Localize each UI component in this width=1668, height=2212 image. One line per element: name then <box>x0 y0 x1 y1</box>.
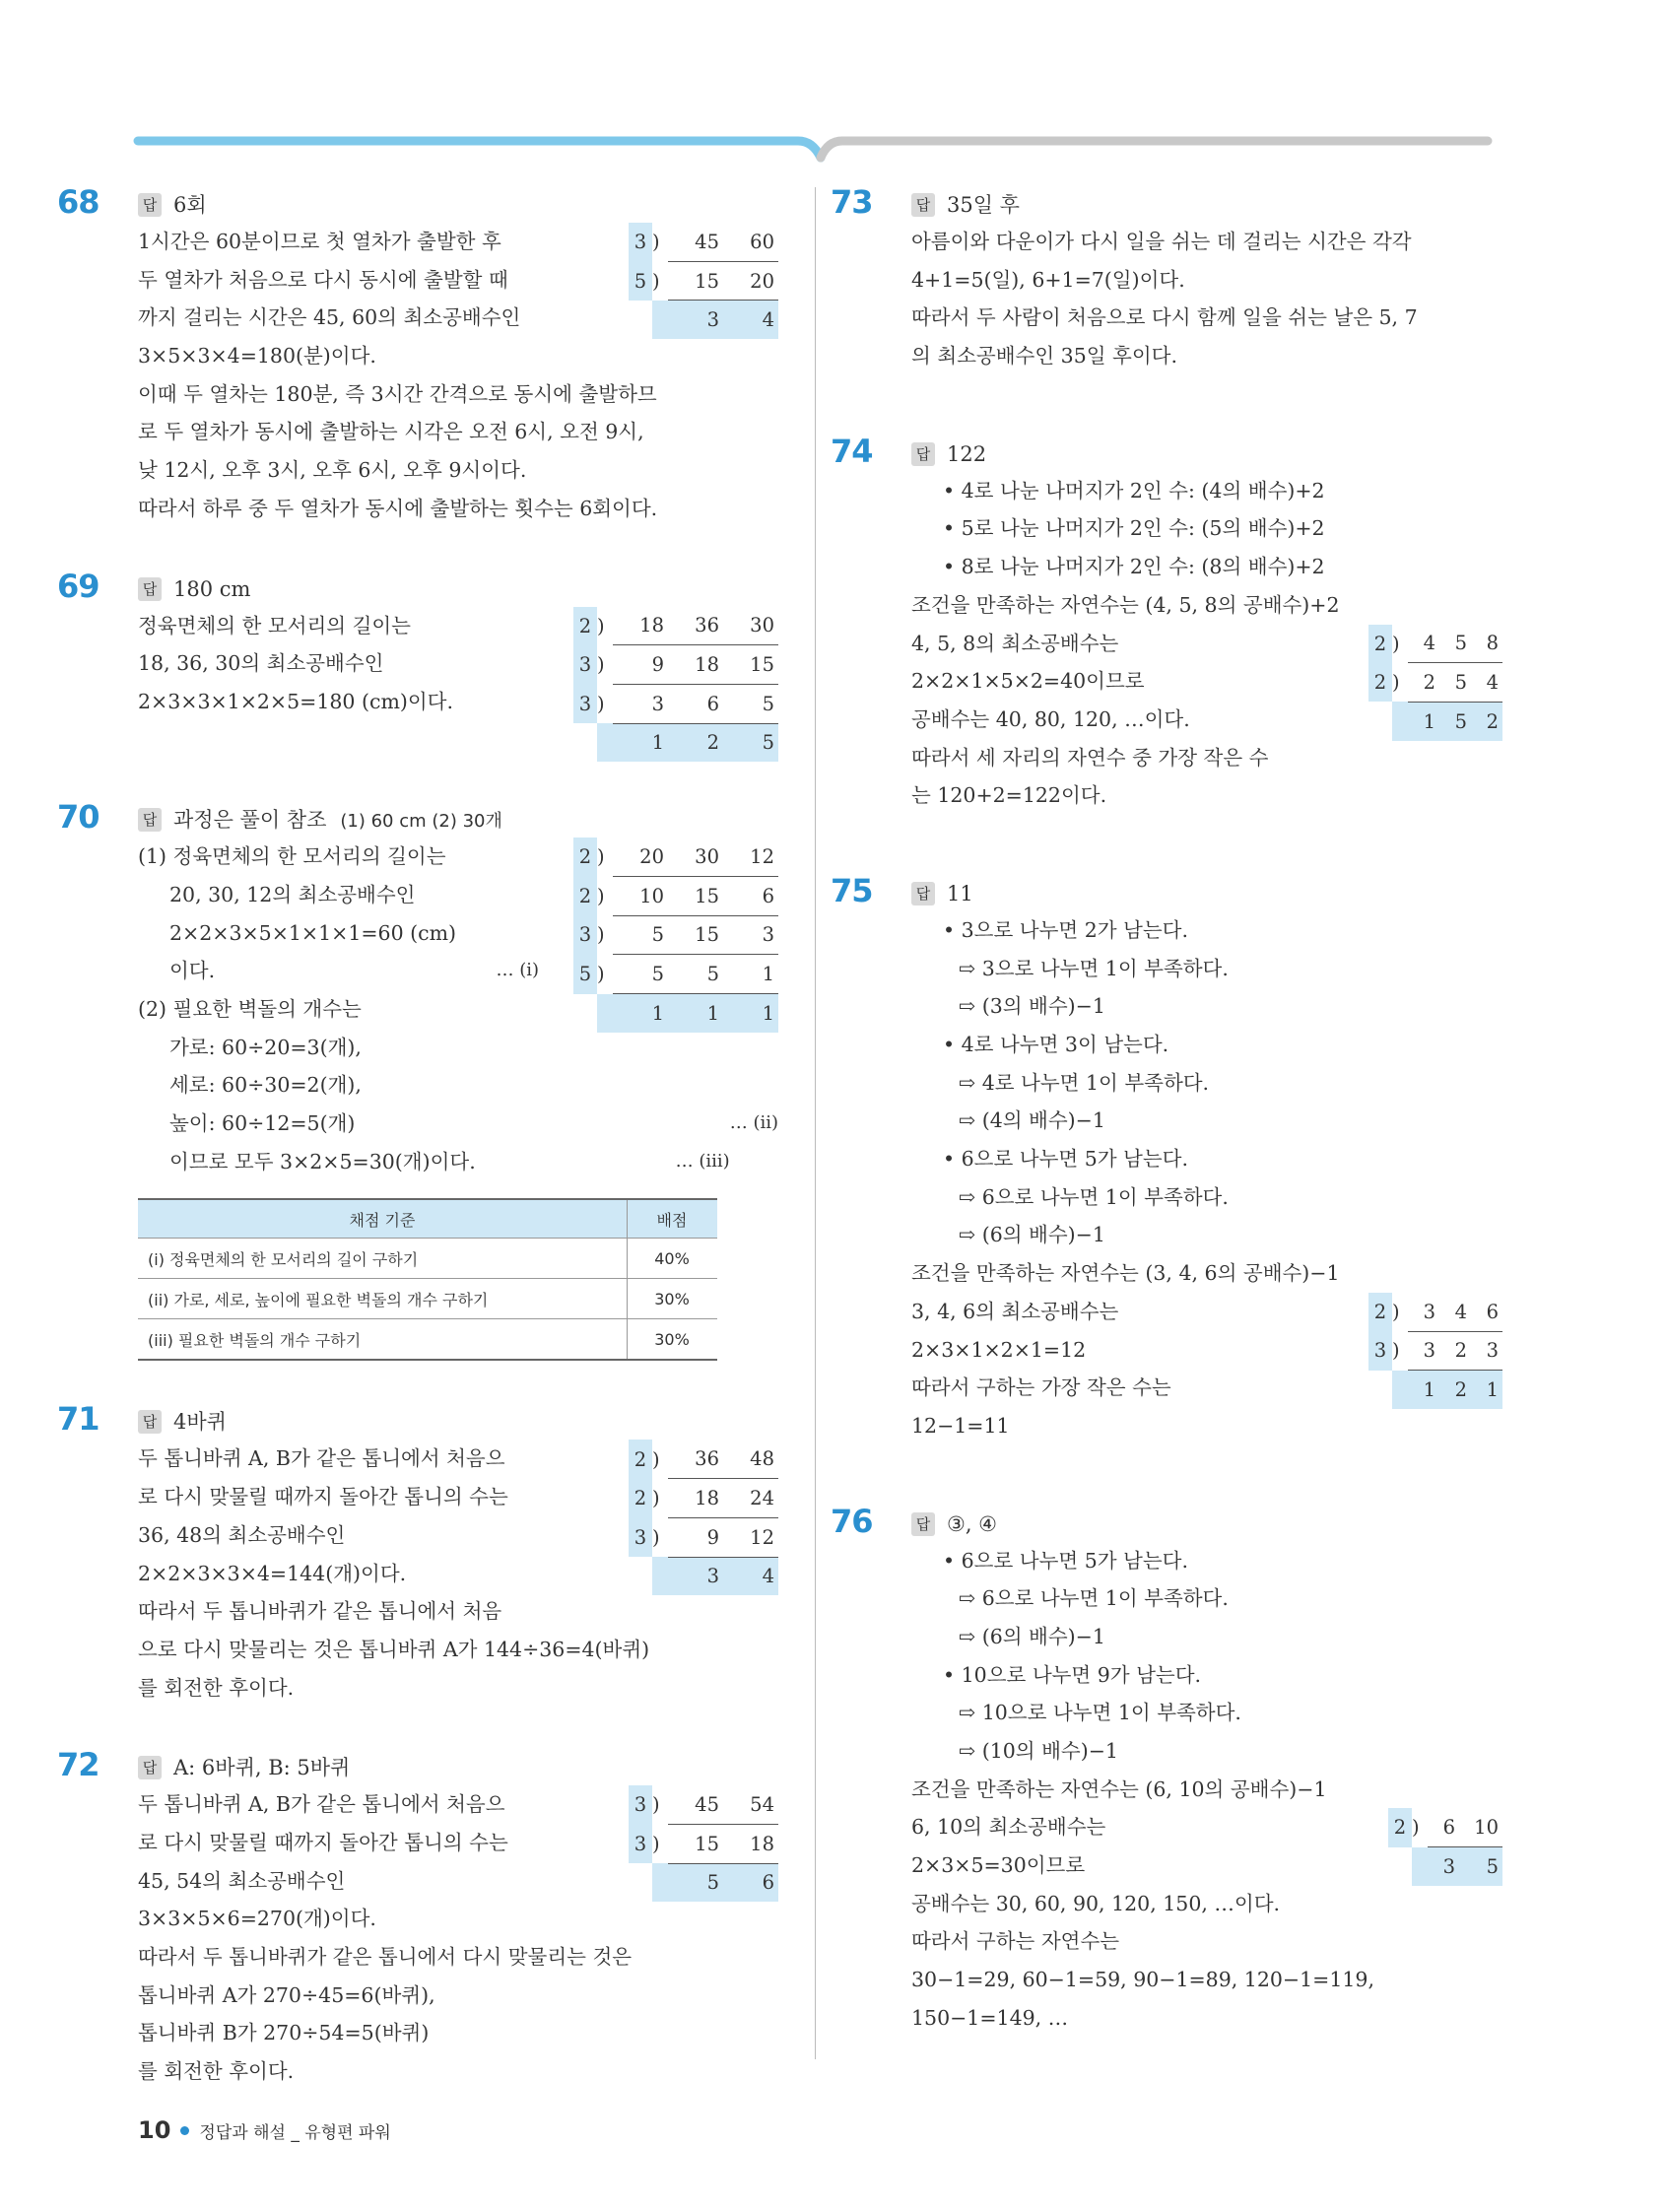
divisor: 2 <box>573 607 597 645</box>
ladder-value: 45 <box>668 1785 723 1824</box>
solution-line: 톱니바퀴 B가 270÷54=5(바퀴) <box>138 2021 430 2045</box>
implication-line: ⇨ 3으로 나누면 1이 부족하다. <box>959 956 1229 980</box>
answer-sub: (1) 60 cm (2) 30개 <box>340 811 502 833</box>
solution-line: 로 다시 맞물릴 때까지 돌아간 톱니의 수는 <box>138 1830 508 1854</box>
ladder-value: 20 <box>723 261 778 301</box>
answer-value: 4바퀴 <box>173 1410 227 1435</box>
implication-line: ⇨ 10으로 나누면 1이 부족하다. <box>959 1701 1241 1725</box>
implication-line: ⇨ (10의 배수)−1 <box>959 1739 1118 1763</box>
table-row <box>138 1319 717 1361</box>
ladder-value: 10 <box>613 876 668 915</box>
ladder-quotient: 5 <box>723 723 778 762</box>
problem-70 <box>57 798 778 1361</box>
problem-number: 68 <box>57 183 100 221</box>
answer-value: 35일 후 <box>947 193 1020 217</box>
ladder-value: 6 <box>723 876 778 915</box>
header-decoration <box>0 0 1668 168</box>
step-mark: … (iii) <box>675 1150 730 1172</box>
answer-tag: 답 <box>911 442 935 466</box>
ladder-value: 1 <box>723 955 778 994</box>
ladder-quotient: 3 <box>668 301 723 339</box>
problem-72 <box>57 1746 778 2091</box>
answer-value: 180 cm <box>173 576 251 601</box>
ladder-value: 18 <box>668 645 723 685</box>
condition-item: • 6으로 나누면 5가 남는다. <box>943 1548 1188 1573</box>
solution-line: 6, 10의 최소공배수는 <box>911 1815 1106 1840</box>
left-column <box>57 183 778 2134</box>
divisor: 3 <box>629 1517 652 1557</box>
solution-line: 조건을 만족하는 자연수는 (6, 10의 공배수)−1 <box>911 1776 1327 1801</box>
solution-line: 이다. <box>169 959 216 983</box>
problem-number: 72 <box>57 1746 100 1784</box>
implication-line: ⇨ 4로 나누면 1이 부족하다. <box>959 1070 1210 1095</box>
ladder-division: 2 ) 4 5 8 2 ) 2 5 4 1 5 2 <box>1368 625 1502 741</box>
footer-text: 정답과 해설 _ 유형편 파워 <box>199 2123 391 2143</box>
answer-tag: 답 <box>138 1410 162 1434</box>
problem-76 <box>831 1502 1502 2038</box>
ladder-quotient: 1 <box>1408 1371 1439 1409</box>
solution-line: 1시간은 60분이므로 첫 열차가 출발한 후 <box>138 230 501 253</box>
answer-line <box>911 876 1502 911</box>
divisor: 2 <box>573 838 597 876</box>
solution-line: 4+1=5(일), 6+1=7(일)이다. <box>911 267 1185 292</box>
ladder-value: 4 <box>1471 663 1502 703</box>
ladder-division: 2 ) 6 10 3 5 <box>1388 1808 1502 1885</box>
problem-number: 71 <box>57 1400 100 1439</box>
solution-line: 3, 4, 6의 최소공배수는 <box>911 1299 1119 1323</box>
ladder-value: 10 <box>1459 1808 1502 1846</box>
answer-tag: 답 <box>138 808 162 832</box>
ladder-value: 5 <box>613 955 668 994</box>
table-cell: (iii) 필요한 벽돌의 개수 구하기 <box>138 1319 628 1361</box>
ladder-value: 5 <box>723 684 778 723</box>
problem-number: 76 <box>831 1502 873 1540</box>
solution-line: 정육면체의 한 모서리의 길이는 <box>138 613 411 637</box>
answer-tag: 답 <box>911 882 935 905</box>
divisor: 3 <box>573 645 597 685</box>
ladder-value: 5 <box>613 915 668 955</box>
ladder-quotient: 6 <box>723 1863 778 1902</box>
solution-line: 공배수는 30, 60, 90, 120, 150, …이다. <box>911 1891 1281 1915</box>
implication-line: ⇨ (6의 배수)−1 <box>959 1223 1105 1247</box>
solution-line: 로 두 열차가 동시에 출발하는 시각은 오전 6시, 오전 9시, <box>138 420 644 444</box>
ladder-value: 48 <box>723 1440 778 1478</box>
divisor: 3 <box>573 684 597 723</box>
table-cell: (ii) 가로, 세로, 높이에 필요한 벽돌의 개수 구하기 <box>138 1279 628 1319</box>
solution-line: 2×3×3×1×2×5=180 (cm)이다. <box>138 689 453 713</box>
ladder-value: 36 <box>668 607 723 645</box>
answer-value: 과정은 풀이 참조 <box>173 808 327 833</box>
table-cell: (i) 정육면체의 한 모서리의 길이 구하기 <box>138 1239 628 1279</box>
ladder-value: 2 <box>1408 663 1439 703</box>
solution-line: 따라서 두 톱니바퀴가 같은 톱니에서 다시 맞물리는 것은 <box>138 1945 633 1969</box>
ladder-value: 4 <box>1439 1293 1471 1331</box>
ladder-value: 6 <box>1471 1293 1502 1331</box>
ladder-value: 60 <box>723 223 778 261</box>
problem-73 <box>831 183 1502 375</box>
page-footer <box>138 2116 391 2144</box>
answer-value: ③, ④ <box>947 1511 998 1536</box>
solution-line: 낮 12시, 오후 3시, 오후 6시, 오후 9시이다. <box>138 458 527 483</box>
ladder-value: 6 <box>668 684 723 723</box>
ladder-value: 9 <box>613 645 668 685</box>
ladder-quotient: 3 <box>668 1557 723 1595</box>
solution-line: 30−1=29, 60−1=59, 90−1=89, 120−1=119, <box>911 1968 1374 1992</box>
ladder-value: 54 <box>723 1785 778 1824</box>
ladder-quotient: 1 <box>613 723 668 762</box>
solution-line: (2) 필요한 벽돌의 개수는 <box>138 997 362 1021</box>
solution-line: 3×3×5×6=270(개)이다. <box>138 1907 376 1931</box>
answer-line <box>138 571 778 607</box>
answer-value: 11 <box>947 881 973 905</box>
table-cell: 30% <box>628 1279 718 1319</box>
implication-line: ⇨ (4의 배수)−1 <box>959 1108 1105 1133</box>
divisor: 3 <box>573 915 597 955</box>
answer-line <box>138 802 778 838</box>
answer-value: A: 6바퀴, B: 5바퀴 <box>173 1756 351 1780</box>
ladder-division: 2 ) 20 30 12 2 ) 10 15 6 3 ) 5 15 3 5 ) 5 5 1 1 1 1 <box>573 838 778 1032</box>
ladder-quotient: 4 <box>723 301 778 339</box>
ladder-value: 12 <box>723 1517 778 1557</box>
solution-line: 아름이와 다운이가 다시 일을 쉬는 데 걸리는 시간은 각각 <box>911 230 1412 253</box>
solution-line: 따라서 두 사람이 처음으로 다시 함께 일을 쉬는 날은 5, 7 <box>911 305 1418 330</box>
ladder-quotient: 2 <box>668 723 723 762</box>
solution-line: 세로: 60÷30=2(개), <box>169 1073 362 1098</box>
table-cell: 30% <box>628 1319 718 1361</box>
divisor: 5 <box>573 955 597 994</box>
right-column <box>831 183 1502 2081</box>
solution-line: 2×2×3×5×1×1×1=60 (cm) <box>169 920 457 945</box>
implication-line: ⇨ 6으로 나누면 1이 부족하다. <box>959 1184 1229 1209</box>
answer-tag: 답 <box>138 577 162 601</box>
ladder-quotient: 5 <box>668 1863 723 1902</box>
ladder-quotient: 5 <box>1459 1847 1502 1886</box>
solution-line: 톱니바퀴 A가 270÷45=6(바퀴), <box>138 1982 435 2007</box>
ladder-value: 8 <box>1471 625 1502 663</box>
solution-line: 45, 54의 최소공배수인 <box>138 1868 346 1893</box>
solution-line: 가로: 60÷20=3(개), <box>169 1035 362 1059</box>
solution-line: 2×3×1×2×1=12 <box>911 1337 1087 1362</box>
ladder-division: 2 ) 3 4 6 3 ) 3 2 3 1 2 1 <box>1368 1293 1502 1409</box>
table-header: 배점 <box>628 1199 718 1239</box>
divisor: 2 <box>629 1479 652 1518</box>
solution-line: 이므로 모두 3×2×5=30(개)이다. <box>169 1149 476 1173</box>
answer-line <box>911 436 1502 472</box>
solution-line: 를 회전한 후이다. <box>138 1675 295 1700</box>
answer-value: 122 <box>947 441 987 466</box>
solution-line: 18, 36, 30의 최소공배수인 <box>138 651 384 676</box>
answer-line <box>911 187 1502 223</box>
ladder-quotient: 5 <box>1439 702 1471 740</box>
ladder-value: 18 <box>668 1479 723 1518</box>
divisor: 3 <box>629 223 652 261</box>
ladder-value: 3 <box>1471 1331 1502 1371</box>
ladder-value: 9 <box>668 1517 723 1557</box>
divisor: 5 <box>629 261 652 301</box>
condition-item: • 4로 나누면 3이 남는다. <box>943 1033 1169 1056</box>
ladder-quotient: 2 <box>1439 1371 1471 1409</box>
ladder-value: 15 <box>723 645 778 685</box>
ladder-value: 3 <box>613 684 668 723</box>
ladder-value: 3 <box>723 915 778 955</box>
table-row <box>138 1239 717 1279</box>
ladder-value: 5 <box>1439 625 1471 663</box>
divisor: 3 <box>629 1785 652 1824</box>
problem-number: 75 <box>831 871 873 909</box>
answer-tag: 답 <box>911 193 935 217</box>
ladder-division: 3 ) 45 60 5 ) 15 20 3 4 <box>629 223 778 339</box>
implication-line: ⇨ (3의 배수)−1 <box>959 994 1105 1019</box>
ladder-value: 5 <box>1439 663 1471 703</box>
bullet-dot-icon <box>180 2126 189 2135</box>
solution-line: 두 열차가 처음으로 다시 동시에 출발할 때 <box>138 267 508 292</box>
ladder-value: 18 <box>723 1824 778 1863</box>
condition-item: • 10으로 나누면 9가 남는다. <box>943 1662 1202 1687</box>
solution-line: 높이: 60÷12=5(개) <box>169 1111 356 1136</box>
table-cell: 40% <box>628 1239 718 1279</box>
condition-item: • 8로 나눈 나머지가 2인 수: (8의 배수)+2 <box>943 555 1325 579</box>
column-divider <box>815 187 816 2059</box>
solution-line: 는 120+2=122이다. <box>911 783 1107 808</box>
solution-line: 150−1=149, … <box>911 2005 1069 2030</box>
problem-74 <box>831 432 1502 815</box>
answer-tag: 답 <box>138 1756 162 1779</box>
answer-line <box>138 1404 778 1440</box>
solution-line: 따라서 세 자리의 자연수 중 가장 작은 수 <box>911 745 1269 770</box>
ladder-value: 18 <box>613 607 668 645</box>
solution-line: 따라서 하루 중 두 열차가 동시에 출발하는 횟수는 6회이다. <box>138 496 658 520</box>
solution-line: 조건을 만족하는 자연수는 (3, 4, 6의 공배수)−1 <box>911 1261 1340 1286</box>
solution-line: 의 최소공배수인 35일 후이다. <box>911 344 1177 369</box>
solution-line: 2×2×3×3×4=144(개)이다. <box>138 1561 407 1585</box>
table-row <box>138 1279 717 1319</box>
divisor: 2 <box>1368 663 1392 703</box>
ladder-value: 3 <box>1408 1293 1439 1331</box>
solution-line: 2×2×1×5×2=40이므로 <box>911 669 1145 694</box>
divisor: 2 <box>1368 1293 1392 1331</box>
table-header: 채점 기준 <box>138 1199 628 1239</box>
solution-line: 까지 걸리는 시간은 45, 60의 최소공배수인 <box>138 305 521 330</box>
solution-line: 두 톱니바퀴 A, B가 같은 톱니에서 처음으 <box>138 1792 505 1817</box>
ladder-division: 2 ) 36 48 2 ) 18 24 3 ) 9 12 3 4 <box>629 1440 778 1595</box>
implication-line: ⇨ 6으로 나누면 1이 부족하다. <box>959 1586 1229 1611</box>
ladder-value: 12 <box>723 838 778 876</box>
solution-line: 이때 두 열차는 180분, 즉 3시간 간격으로 동시에 출발하므 <box>138 381 657 406</box>
ladder-value: 30 <box>723 607 778 645</box>
ladder-division: 2 ) 18 36 30 3 ) 9 18 15 3 ) 3 6 5 1 2 5 <box>573 607 778 763</box>
problem-75 <box>831 871 1502 1445</box>
divisor: 3 <box>629 1824 652 1863</box>
scoring-table <box>138 1198 717 1361</box>
ladder-value: 15 <box>668 915 723 955</box>
ladder-quotient: 3 <box>1428 1847 1459 1886</box>
solution-line: 2×3×5=30이므로 <box>911 1853 1086 1878</box>
solution-line: (1) 정육면체의 한 모서리의 길이는 <box>138 844 446 869</box>
step-mark: … (i) <box>496 960 539 981</box>
ladder-value: 20 <box>613 838 668 876</box>
ladder-quotient: 1 <box>1471 1371 1502 1409</box>
ladder-quotient: 1 <box>613 994 668 1033</box>
problem-69 <box>57 567 778 760</box>
ladder-value: 3 <box>1408 1331 1439 1371</box>
ladder-value: 6 <box>1428 1808 1459 1846</box>
ladder-value: 24 <box>723 1479 778 1518</box>
answer-line <box>138 1750 778 1785</box>
ladder-quotient: 4 <box>723 1557 778 1595</box>
problem-68 <box>57 183 778 528</box>
ladder-value: 15 <box>668 261 723 301</box>
step-mark: … (ii) <box>729 1112 778 1134</box>
solution-line: 로 다시 맞물릴 때까지 돌아간 톱니의 수는 <box>138 1485 508 1509</box>
divisor: 3 <box>1368 1331 1392 1371</box>
ladder-quotient: 1 <box>1408 702 1439 740</box>
solution-line: 조건을 만족하는 자연수는 (4, 5, 8의 공배수)+2 <box>911 592 1340 617</box>
ladder-quotient: 2 <box>1471 702 1502 740</box>
ladder-value: 45 <box>668 223 723 261</box>
divisor: 2 <box>1388 1808 1412 1846</box>
solution-line: 따라서 두 톱니바퀴가 같은 톱니에서 처음 <box>138 1599 502 1624</box>
condition-item: • 6으로 나누면 5가 남는다. <box>943 1147 1188 1172</box>
answer-tag: 답 <box>138 193 162 217</box>
answer-tag: 답 <box>911 1512 935 1536</box>
divisor: 2 <box>1368 625 1392 663</box>
answer-value: 6회 <box>173 193 207 217</box>
solution-line: 를 회전한 후이다. <box>138 2059 295 2084</box>
condition-item: • 3으로 나누면 2가 남는다. <box>943 917 1188 942</box>
ladder-value: 15 <box>668 1824 723 1863</box>
problem-number: 69 <box>57 567 100 605</box>
solution-line: 따라서 구하는 가장 작은 수는 <box>911 1375 1171 1400</box>
ladder-value: 2 <box>1439 1331 1471 1371</box>
solution-line: 12−1=11 <box>911 1413 1010 1438</box>
page-number: 10 <box>138 2116 171 2144</box>
ladder-value: 36 <box>668 1440 723 1478</box>
solution-line: 공배수는 40, 80, 120, …이다. <box>911 706 1190 731</box>
solution-line: 두 톱니바퀴 A, B가 같은 톱니에서 처음으 <box>138 1446 505 1471</box>
problem-71 <box>57 1400 778 1707</box>
ladder-quotient: 1 <box>723 994 778 1033</box>
ladder-value: 5 <box>668 955 723 994</box>
implication-line: ⇨ (6의 배수)−1 <box>959 1624 1105 1648</box>
ladder-value: 15 <box>668 876 723 915</box>
solution-line: 36, 48의 최소공배수인 <box>138 1522 346 1547</box>
ladder-value: 30 <box>668 838 723 876</box>
divisor: 2 <box>573 876 597 915</box>
solution-line: 3×5×3×4=180(분)이다. <box>138 344 376 369</box>
solution-line: 4, 5, 8의 최소공배수는 <box>911 631 1119 655</box>
problem-number: 70 <box>57 798 100 837</box>
ladder-value: 4 <box>1408 625 1439 663</box>
problem-number: 73 <box>831 183 873 221</box>
condition-item: • 5로 나눈 나머지가 2인 수: (5의 배수)+2 <box>943 516 1325 541</box>
ladder-division: 3 ) 45 54 3 ) 15 18 5 6 <box>629 1785 778 1902</box>
answer-line <box>138 187 778 223</box>
solution-line: 으로 다시 맞물리는 것은 톱니바퀴 A가 144÷36=4(바퀴) <box>138 1637 650 1661</box>
answer-line <box>911 1507 1502 1542</box>
problem-number: 74 <box>831 432 873 470</box>
divisor: 2 <box>629 1440 652 1478</box>
solution-line: 20, 30, 12의 최소공배수인 <box>169 882 416 906</box>
solution-line: 따라서 구하는 자연수는 <box>911 1929 1120 1954</box>
ladder-quotient: 1 <box>668 994 723 1033</box>
condition-item: • 4로 나눈 나머지가 2인 수: (4의 배수)+2 <box>943 478 1325 503</box>
